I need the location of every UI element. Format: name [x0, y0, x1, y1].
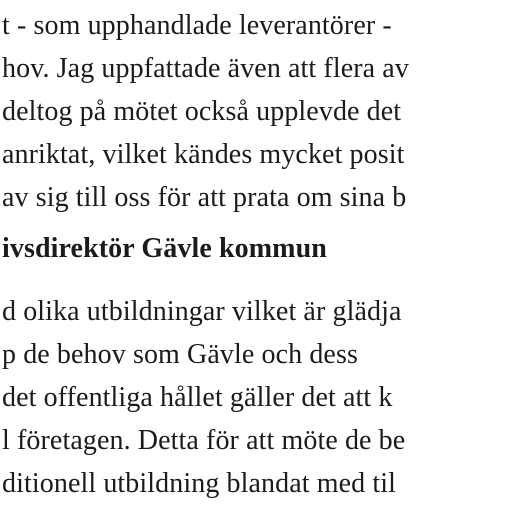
body-text-line: l företagen. Detta för att möte de be — [2, 425, 406, 456]
body-text-line: anriktat, vilket kändes mycket posit — [2, 139, 405, 170]
body-text-line: det offentliga hållet gäller det att k — [2, 382, 393, 413]
body-text-line: deltog på mötet också upplevde det — [2, 96, 402, 127]
body-text-line: d olika utbildningar vilket är glädja — [2, 296, 402, 327]
section-heading: ivsdirektör Gävle kommun — [2, 233, 327, 264]
body-text-line: av sig till oss för att prata om sina b — [2, 182, 407, 213]
body-text-line: t - som upphandlade leverantörer - — [2, 10, 392, 41]
body-text-line: ditionell utbildning blandat med til — [2, 468, 397, 499]
body-text-line: p de behov som Gävle och dess — [2, 339, 358, 370]
body-text-line: hov. Jag uppfattade även att flera av — [2, 53, 409, 84]
